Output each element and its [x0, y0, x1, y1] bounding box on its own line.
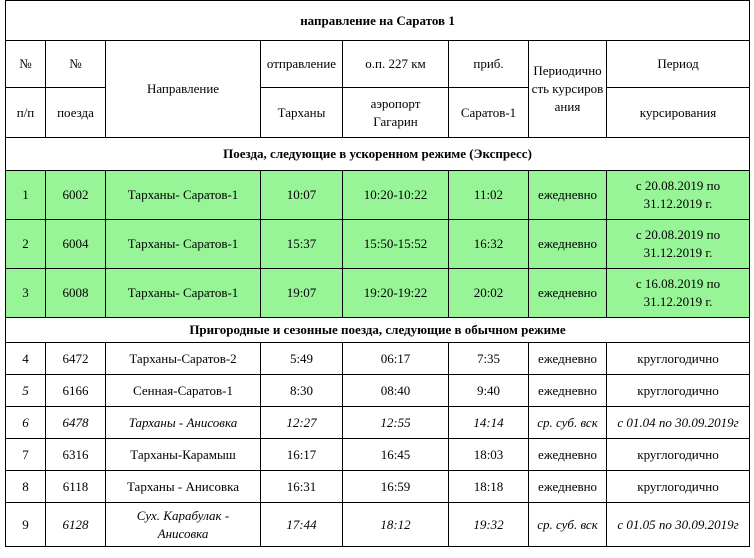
table-row — [6, 269, 750, 318]
cell-period: круглогодично — [607, 439, 750, 471]
cell-train: 6166 — [46, 375, 106, 407]
cell-direction: Тарханы - Анисовка — [106, 407, 261, 439]
section-regular: Пригородные и сезонные поезда, следующие в обычном режиме — [6, 318, 750, 343]
cell-period: с 16.08.2019 по 31.12.2019 г. — [607, 269, 750, 318]
cell-arrival: 18:18 — [449, 471, 529, 503]
table-row — [6, 471, 750, 503]
cell-frequency: ср. суб. вск — [529, 503, 607, 547]
cell-num: 6 — [6, 407, 46, 439]
cell-train: 6008 — [46, 269, 106, 318]
cell-frequency: ежедневно — [529, 220, 607, 269]
table-row — [6, 171, 750, 220]
header-arrival-bottom: Саратов-1 — [449, 88, 529, 138]
cell-departure: 8:30 — [261, 375, 343, 407]
cell-train: 6118 — [46, 471, 106, 503]
table-row — [6, 375, 750, 407]
cell-frequency: ежедневно — [529, 375, 607, 407]
cell-direction: Тарханы-Саратов-2 — [106, 343, 261, 375]
cell-arrival: 7:35 — [449, 343, 529, 375]
cell-departure: 16:31 — [261, 471, 343, 503]
cell-period: круглогодично — [607, 471, 750, 503]
cell-num: 3 — [6, 269, 46, 318]
cell-direction: Тарханы-Карамыш — [106, 439, 261, 471]
cell-train: 6316 — [46, 439, 106, 471]
cell-period: с 01.04 по 30.09.2019г — [607, 407, 750, 439]
cell-num: 4 — [6, 343, 46, 375]
cell-op: 18:12 — [343, 503, 449, 547]
cell-departure: 19:07 — [261, 269, 343, 318]
cell-num: 9 — [6, 503, 46, 547]
cell-direction: Сенная-Саратов-1 — [106, 375, 261, 407]
header-num-top: № — [6, 41, 46, 88]
cell-direction: Сух. Карабулак - Анисовка — [106, 503, 261, 547]
cell-period: с 01.05 по 30.09.2019г — [607, 503, 750, 547]
cell-op: 16:59 — [343, 471, 449, 503]
header-train-top: № — [46, 41, 106, 88]
header-arrival-top: приб. — [449, 41, 529, 88]
cell-direction: Тарханы- Саратов-1 — [106, 269, 261, 318]
cell-frequency: ежедневно — [529, 171, 607, 220]
table-row — [6, 407, 750, 439]
cell-op: 06:17 — [343, 343, 449, 375]
table-row — [6, 343, 750, 375]
cell-frequency: ежедневно — [529, 471, 607, 503]
cell-period: с 20.08.2019 по 31.12.2019 г. — [607, 220, 750, 269]
cell-departure: 15:37 — [261, 220, 343, 269]
cell-direction: Тарханы- Саратов-1 — [106, 171, 261, 220]
header-num-bottom: п/п — [6, 88, 46, 138]
cell-train: 6478 — [46, 407, 106, 439]
cell-period: круглогодично — [607, 343, 750, 375]
cell-op: 15:50-15:52 — [343, 220, 449, 269]
cell-op: 08:40 — [343, 375, 449, 407]
cell-departure: 5:49 — [261, 343, 343, 375]
cell-direction: Тарханы- Саратов-1 — [106, 220, 261, 269]
cell-arrival: 14:14 — [449, 407, 529, 439]
table-row — [6, 439, 750, 471]
header-period-top: Период — [607, 41, 750, 88]
section-express: Поезда, следующие в ускоренном режиме (Экспресс) — [6, 138, 750, 171]
cell-arrival: 20:02 — [449, 269, 529, 318]
table-title: направление на Саратов 1 — [6, 1, 750, 41]
table-row — [6, 503, 750, 547]
cell-train: 6128 — [46, 503, 106, 547]
cell-op: 10:20-10:22 — [343, 171, 449, 220]
cell-op: 16:45 — [343, 439, 449, 471]
cell-departure: 17:44 — [261, 503, 343, 547]
header-train-bottom: поезда — [46, 88, 106, 138]
cell-arrival: 9:40 — [449, 375, 529, 407]
cell-num: 7 — [6, 439, 46, 471]
cell-train: 6004 — [46, 220, 106, 269]
cell-arrival: 11:02 — [449, 171, 529, 220]
cell-departure: 12:27 — [261, 407, 343, 439]
cell-direction: Тарханы - Анисовка — [106, 471, 261, 503]
cell-arrival: 16:32 — [449, 220, 529, 269]
cell-arrival: 19:32 — [449, 503, 529, 547]
cell-op: 12:55 — [343, 407, 449, 439]
cell-train: 6472 — [46, 343, 106, 375]
cell-op: 19:20-19:22 — [343, 269, 449, 318]
schedule-table — [5, 0, 750, 547]
header-period-bottom: курсирования — [607, 88, 750, 138]
table-row — [6, 220, 750, 269]
cell-frequency: ср. суб. вск — [529, 407, 607, 439]
cell-frequency: ежедневно — [529, 343, 607, 375]
cell-num: 5 — [6, 375, 46, 407]
cell-period: с 20.08.2019 по 31.12.2019 г. — [607, 171, 750, 220]
cell-train: 6002 — [46, 171, 106, 220]
header-departure-bottom: Тарханы — [261, 88, 343, 138]
cell-frequency: ежедневно — [529, 439, 607, 471]
cell-num: 1 — [6, 171, 46, 220]
cell-arrival: 18:03 — [449, 439, 529, 471]
cell-period: круглогодично — [607, 375, 750, 407]
cell-num: 8 — [6, 471, 46, 503]
cell-departure: 10:07 — [261, 171, 343, 220]
cell-num: 2 — [6, 220, 46, 269]
header-periodicity: Периодичность курсирования — [529, 41, 607, 138]
cell-departure: 16:17 — [261, 439, 343, 471]
header-op-bottom: аэропорт Гагарин — [343, 88, 449, 138]
cell-frequency: ежедневно — [529, 269, 607, 318]
header-departure-top: отправление — [261, 41, 343, 88]
header-op-top: о.п. 227 км — [343, 41, 449, 88]
header-direction: Направление — [106, 41, 261, 138]
